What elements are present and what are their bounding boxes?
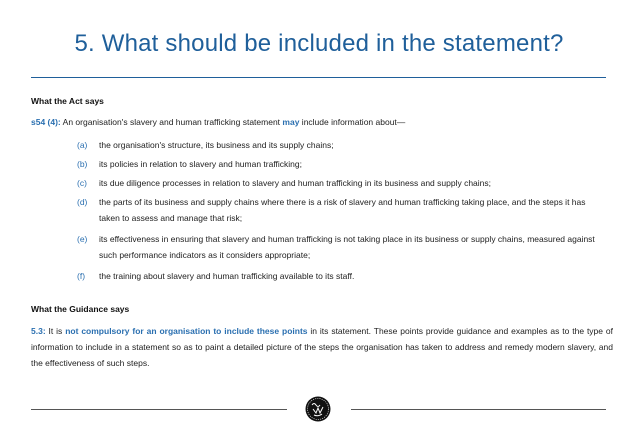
- intro-text-before: An organisation's slavery and human trafficking statement: [60, 117, 283, 127]
- guidance-text-after: in its statement. These points provide guidance and examples as to the type of information to include in a statement so as to paint a detailed picture of the steps the organisation has taken to address and remedy modern slavery, and the effectiveness of such steps.: [31, 326, 613, 368]
- list-item-text: the parts of its business and supply chains where there is a risk of slavery and human trafficking taking place, and the steps it has taken to assess and manage that risk;: [99, 197, 586, 223]
- act-heading: What the Act says: [31, 96, 104, 106]
- footer-divider-left: [31, 409, 287, 410]
- intro-emphasis: may: [282, 117, 300, 127]
- page-title: 5. What should be included in the statement?: [74, 30, 564, 57]
- footer-divider-right: [351, 409, 606, 410]
- act-intro: [31, 117, 405, 127]
- list-item-text: the organisation's structure, its business and its supply chains;: [99, 140, 334, 150]
- list-item-letter: (e): [77, 234, 88, 244]
- guidance-text-before: It is: [45, 326, 66, 336]
- title-divider: [31, 77, 606, 78]
- list-item-letter: (a): [77, 140, 88, 150]
- list-item-letter: (c): [77, 178, 87, 188]
- guidance-reference: 5.3:: [31, 326, 46, 336]
- intro-text-after: include information about—: [299, 117, 406, 127]
- section-reference: s54 (4):: [31, 117, 61, 127]
- guidance-heading: What the Guidance says: [31, 304, 130, 314]
- list-item-text: the training about slavery and human trafficking available to its staff.: [99, 271, 355, 281]
- guidance-emphasis: not compulsory for an organisation to include these points: [65, 326, 308, 336]
- list-item-text: its effectiveness in ensuring that slavery and human trafficking is not taking place in its business or supply chains, measured against such performance indicators as it considers appropriate;: [99, 234, 595, 260]
- list-item-text: its policies in relation to slavery and human trafficking;: [99, 159, 302, 169]
- list-item-letter: (f): [77, 271, 86, 281]
- list-item-text: its due diligence processes in relation to slavery and human trafficking in its business and supply chains;: [99, 178, 492, 188]
- stamp-logo-icon: [305, 396, 331, 422]
- list-item-letter: (d): [77, 197, 88, 207]
- guidance-paragraph: [31, 323, 613, 371]
- list-item-letter: (b): [77, 159, 88, 169]
